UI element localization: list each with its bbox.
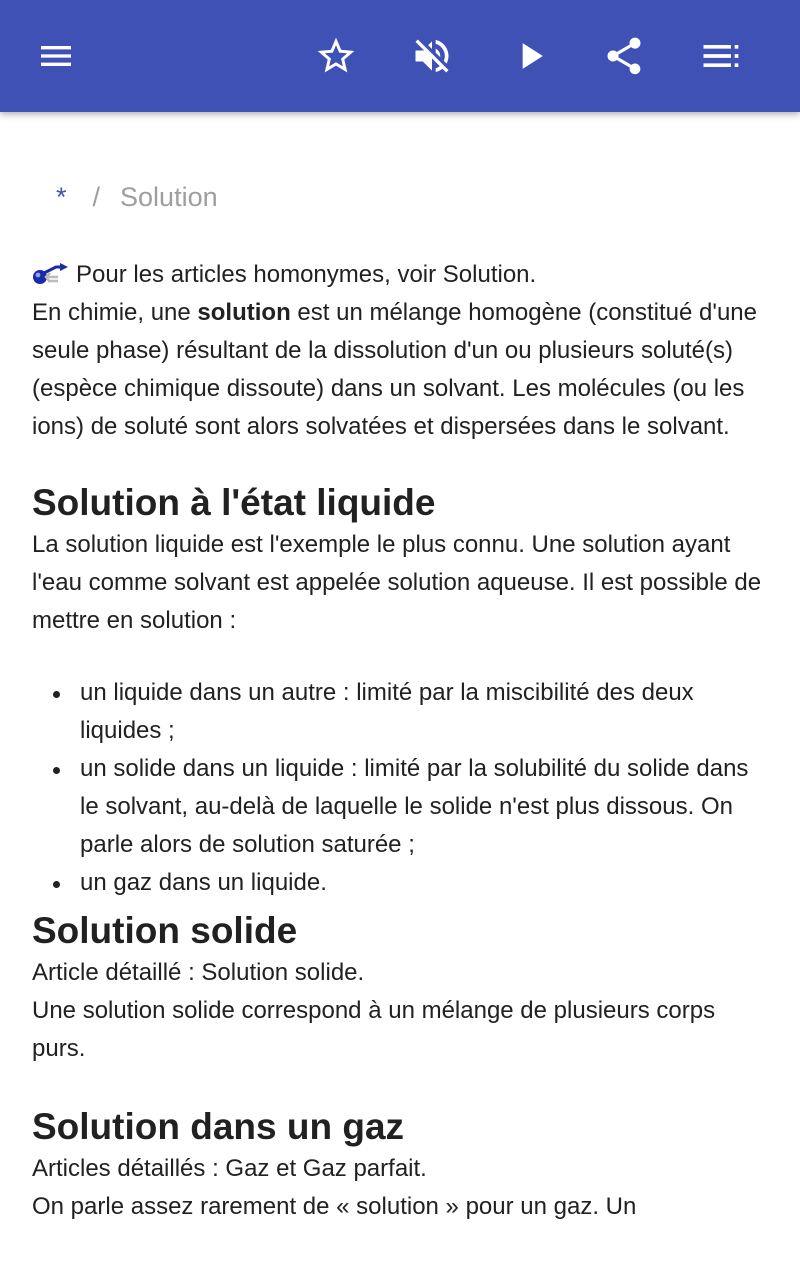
solution-list — [32, 674, 768, 902]
breadcrumb-home-link[interactable]: * — [56, 182, 67, 212]
menu-icon — [36, 36, 76, 76]
intro-paragraph — [32, 294, 768, 446]
section-heading: Solution solide — [32, 910, 298, 951]
intro-text-end: est un mélange homogène (constitué d'une seule phase) résultant de la dissolution d'un ou plusieurs soluté(s) (espèce chimique dissoute) dans un solvant. Les molécules (ou les ions) de soluté sont alors solvatées et dispersées dans le solvant. — [32, 299, 757, 440]
detailed-articles-link[interactable]: Articles détaillés : Gaz et Gaz parfait. — [32, 1155, 427, 1182]
breadcrumb-separator: / — [92, 182, 101, 212]
breadcrumb — [56, 182, 218, 213]
section-paragraph: Une solution solide correspond à un mélange de plusieurs corps purs. — [32, 997, 716, 1062]
list-item: un solide dans un liquide : limité par la solubilité du solide dans le solvant, au-delà de laquelle le solide n'est plus dissous. On parle alors de solution saturée ; — [32, 750, 768, 864]
play-icon — [508, 34, 552, 78]
mute-button[interactable] — [400, 24, 464, 88]
play-button[interactable] — [498, 24, 562, 88]
homonym-note — [32, 256, 768, 294]
contents-button[interactable] — [688, 24, 752, 88]
homonym-note-text[interactable]: Pour les articles homonymes, voir Solution. — [76, 261, 537, 288]
list-item: un gaz dans un liquide. — [32, 864, 768, 902]
playlist-icon — [698, 34, 742, 78]
section-paragraph: La solution liquide est l'exemple le plus connu. Une solution ayant l'eau comme solvant est appelée solution aqueuse. Il est possible de mettre en solution : — [32, 531, 762, 634]
intro-text-start: En chimie, une — [32, 299, 198, 326]
intro-term: solution — [197, 299, 291, 326]
detailed-article-link[interactable]: Article détaillé : Solution solide. — [32, 959, 365, 986]
section-paragraph: On parle assez rarement de « solution » pour un gaz. Un — [32, 1193, 637, 1220]
breadcrumb-current: Solution — [120, 182, 218, 212]
section-heading: Solution à l'état liquide — [32, 482, 436, 523]
disambiguation-icon[interactable] — [32, 260, 72, 286]
share-button[interactable] — [592, 24, 656, 88]
section-heading: Solution dans un gaz — [32, 1106, 405, 1147]
article-content — [0, 112, 800, 1280]
share-icon — [602, 34, 646, 78]
volume-off-icon — [410, 34, 454, 78]
favorite-button[interactable] — [304, 24, 368, 88]
list-item: un liquide dans un autre : limité par la miscibilité des deux liquides ; — [32, 674, 768, 750]
app-bar — [0, 0, 800, 112]
star-icon — [314, 34, 358, 78]
article-body — [32, 256, 768, 1226]
menu-button[interactable] — [24, 24, 88, 88]
